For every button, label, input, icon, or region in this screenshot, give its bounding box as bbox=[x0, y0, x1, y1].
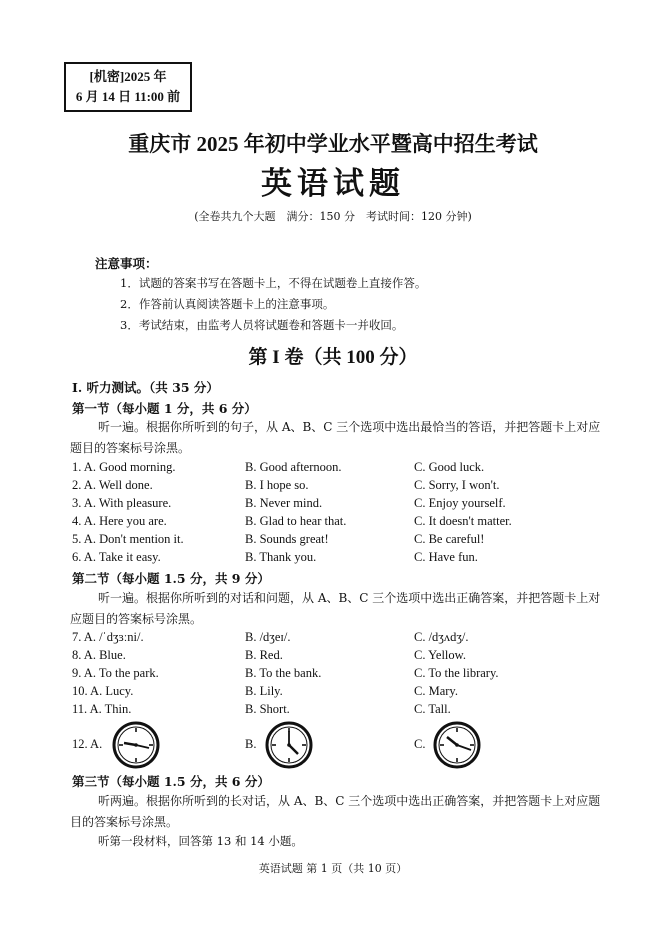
q11-option-a: 11. A. Thin. bbox=[72, 702, 132, 716]
q9-option-a: 9. A. To the park. bbox=[72, 666, 159, 680]
q1-option-b: B. Good afternoon. bbox=[245, 460, 342, 474]
q11-option-c: C. Tall. bbox=[414, 702, 451, 716]
q8-option-b: B. Red. bbox=[245, 648, 283, 662]
section2-instruction: 听一遍。根据你所听到的对话和问题，从 A、B、C 三个选项中选出正确答案，并把答题卡上对应题目的答案标号涂黑。 bbox=[70, 591, 601, 626]
q4-option-b: B. Glad to hear that. bbox=[245, 514, 347, 528]
q12-option-b: B. bbox=[245, 737, 257, 751]
q1-option-a: 1. A. Good morning. bbox=[72, 460, 176, 474]
q11-option-b: B. Short. bbox=[245, 702, 290, 716]
exam-title: 重庆市 2025 年初中学业水平暨高中招生考试 bbox=[128, 132, 538, 156]
confidential-box bbox=[64, 62, 192, 112]
section3-instruction: 听两遍。根据你所听到的长对话，从 A、B、C 三个选项中选出正确答案，并把答题卡上对应题目的答案标号涂黑。 bbox=[70, 794, 601, 829]
q10-option-a: 10. A. Lucy. bbox=[72, 684, 134, 698]
section3-heading: 第三节（每小题 1.5 分，共 6 分） bbox=[72, 774, 270, 789]
part1-heading: I. 听力测试。（共 35 分） bbox=[72, 380, 219, 395]
confidential-line2: 6 月 14 日 11:00 前 bbox=[75, 89, 181, 104]
q6-option-b: B. Thank you. bbox=[245, 550, 317, 564]
q3-option-a: 3. A. With pleasure. bbox=[72, 496, 172, 510]
notice-item-3: 3．考试结束，由监考人员将试题卷和答题卡一并收回。 bbox=[120, 318, 404, 332]
clock-icon-c bbox=[432, 720, 482, 770]
q8-option-a: 8. A. Blue. bbox=[72, 648, 126, 662]
q9-option-b: B. To the bank. bbox=[245, 666, 322, 680]
q2-option-b: B. I hope so. bbox=[245, 478, 309, 492]
section3-note: 听第一段材料，回答第 13 和 14 小题。 bbox=[98, 834, 303, 848]
section1-instruction: 听一遍。根据你所听到的句子，从 A、B、C 三个选项中选出最恰当的答语，并把答题卡上对应题目的答案标号涂黑。 bbox=[70, 420, 601, 455]
q5-option-a: 5. A. Don't mention it. bbox=[72, 532, 184, 546]
subject-title: 英语试题 bbox=[261, 166, 405, 201]
q5-option-b: B. Sounds great! bbox=[245, 532, 329, 546]
q6-option-a: 6. A. Take it easy. bbox=[72, 550, 161, 564]
notice-item-2: 2．作答前认真阅读答题卡上的注意事项。 bbox=[120, 297, 335, 311]
q1-option-c: C. Good luck. bbox=[414, 460, 485, 474]
q12-option-a: 12. A. bbox=[72, 737, 103, 751]
q6-option-c: C. Have fun. bbox=[414, 550, 478, 564]
section1-heading: 第一节（每小题 1 分，共 6 分） bbox=[72, 401, 257, 416]
confidential-line1: [机密]2025 年 bbox=[89, 69, 167, 84]
exam-info: (全卷共九个大题 满分：150 分 考试时间：120 分钟) bbox=[194, 210, 472, 223]
page-footer: 英语试题 第 1 页（共 10 页） bbox=[258, 862, 408, 875]
q3-option-c: C. Enjoy yourself. bbox=[414, 496, 506, 510]
q7-option-c: C. /dʒʌdʒ/. bbox=[414, 630, 469, 644]
q7-option-a: 7. A. /ˈdʒɜːni/. bbox=[72, 630, 144, 644]
q3-option-b: B. Never mind. bbox=[245, 496, 323, 510]
section2-heading: 第二节（每小题 1.5 分，共 9 分） bbox=[72, 571, 270, 586]
q8-option-c: C. Yellow. bbox=[414, 648, 466, 662]
q9-option-c: C. To the library. bbox=[414, 666, 499, 680]
q10-option-c: C. Mary. bbox=[414, 684, 458, 698]
q2-option-a: 2. A. Well done. bbox=[72, 478, 153, 492]
notice-heading: 注意事项： bbox=[95, 256, 158, 271]
notice-item-1: 1．试题的答案书写在答题卡上，不得在试题卷上直接作答。 bbox=[120, 276, 427, 290]
q2-option-c: C. Sorry, I won't. bbox=[414, 478, 500, 492]
volume-title: 第 I 卷（共 100 分） bbox=[248, 347, 418, 368]
q12-option-c: C. bbox=[414, 737, 426, 751]
clock-icon-a bbox=[111, 720, 161, 770]
clock-icon-b bbox=[264, 720, 314, 770]
q4-option-a: 4. A. Here you are. bbox=[72, 514, 167, 528]
q5-option-c: C. Be careful! bbox=[414, 532, 485, 546]
q4-option-c: C. It doesn't matter. bbox=[414, 514, 512, 528]
q10-option-b: B. Lily. bbox=[245, 684, 283, 698]
q7-option-b: B. /dʒeɪ/. bbox=[245, 630, 291, 644]
